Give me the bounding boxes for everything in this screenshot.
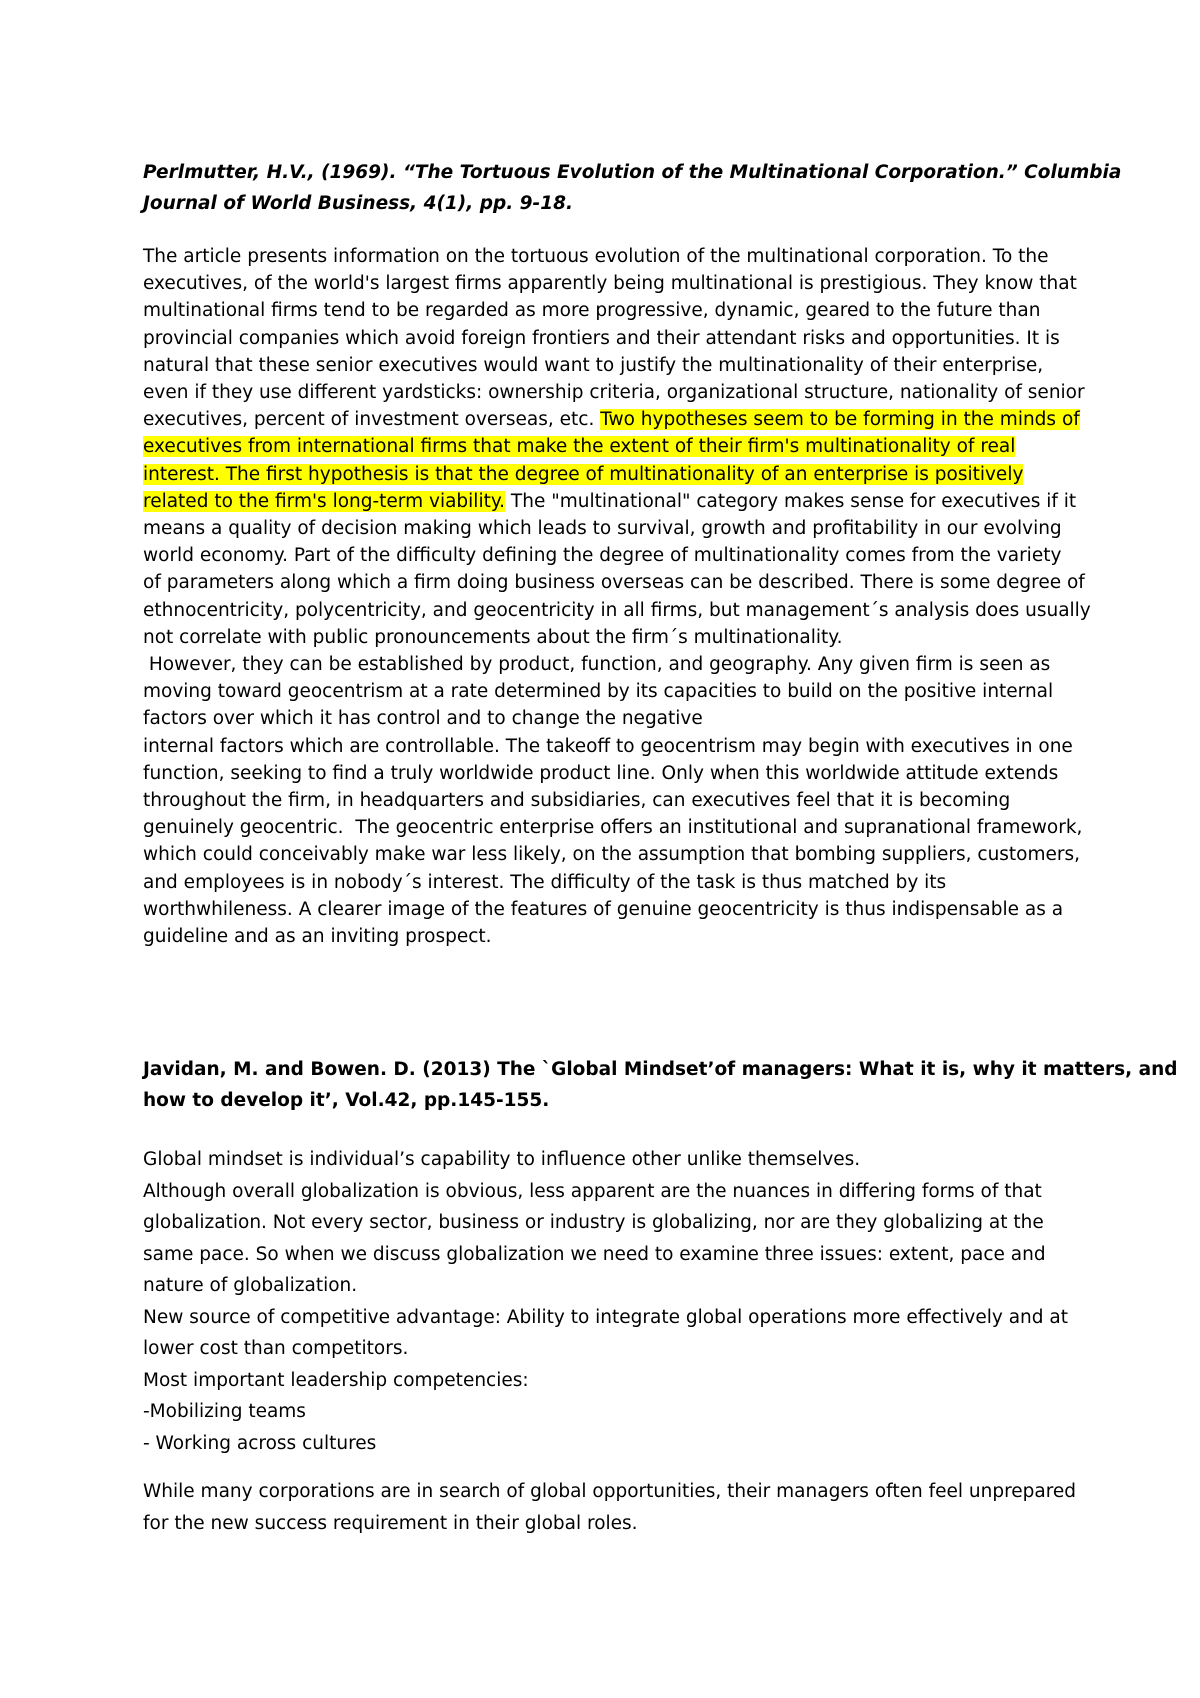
summary-line: [143, 515, 1063, 542]
summary-text: internal factors which are controllable. The takeoff to geocentrism may begin with executives in one: [143, 735, 1073, 757]
summary-text: world economy. Part of the difficulty defining the degree of multinationality comes from the variety: [143, 545, 1062, 567]
closing-line: While many corporations are in search of global opportunities, their managers often feel unprepared: [143, 1481, 1077, 1502]
summary-text: ethnocentricity, polycentricity, and geocentricity in all firms, but management´s analysis does usually: [143, 599, 1091, 621]
note-line: New source of competitive advantage: Ability to integrate global operations more effectively and at: [143, 1306, 1068, 1328]
note-line: nature of globalization.: [143, 1275, 358, 1296]
summary-text: multinational firms tend to be regarded as more progressive, dynamic, geared to the future than: [143, 300, 1041, 322]
summary-line: [143, 787, 1063, 814]
summary-text: throughout the firm, in headquarters and subsidiaries, can executives feel that it is becoming: [143, 790, 1011, 812]
closing-paragraph: [143, 1476, 1077, 1539]
summary-text: means a quality of decision making which leads to survival, growth and profitability in our evolving: [143, 518, 1062, 540]
summary-text: worthwhileness. A clearer image of the features of genuine geocentricity is thus indispensable as a: [143, 898, 1064, 920]
summary-line: [143, 896, 1063, 923]
summary-text: even if they use different yardsticks: ownership criteria, organizational structure, nationality of senior: [143, 382, 1085, 404]
notes-javidan-bowen: [143, 1144, 1068, 1459]
summary-line: [143, 270, 1077, 297]
reference-line: Journal of World Business, 4(1), pp. 9-18.: [143, 193, 574, 214]
summary-line: [143, 733, 1073, 760]
summary-line: [143, 869, 1063, 896]
summary-text: guideline and as an inviting prospect.: [143, 926, 492, 948]
summary-line: [143, 488, 1077, 515]
summary-line: [143, 569, 1085, 596]
highlighted-text: executives from international firms that make the extent of their firm's multinationality of real: [143, 436, 1016, 458]
summary-text: executives, percent of investment overseas, etc.: [143, 409, 601, 431]
summary-text: and employees is in nobody´s interest. The difficulty of the task is thus matched by its: [143, 871, 947, 893]
summary-line: [143, 814, 1083, 841]
summary-line: [143, 678, 1063, 705]
summary-text: moving toward geocentrism at a rate determined by its capacities to build on the positive internal: [143, 681, 1054, 703]
reference-perlmutter: [143, 157, 1122, 219]
reference-line: Perlmutter, H.V., (1969). “The Tortuous Evolution of the Multinational Corporation.” Columbia: [143, 162, 1122, 183]
summary-line: [143, 379, 1085, 406]
note-line: - Working across cultures: [143, 1432, 377, 1454]
note-line: same pace. So when we discuss globalization we need to examine three issues: extent, pace and: [143, 1243, 1046, 1265]
summary-text: factors over which it has control and to change the negative: [143, 708, 703, 730]
reference-line: Javidan, M. and Bowen. D. (2013) The `Global Mindset’of managers: What it is, why it matters, and: [143, 1059, 1178, 1080]
summary-text: The "multinational" category makes sense for executives if it: [505, 490, 1077, 512]
summary-perlmutter: [143, 243, 1091, 950]
summary-line: [143, 923, 1063, 950]
note-line: lower cost than competitors.: [143, 1338, 409, 1359]
summary-line: [143, 651, 1063, 678]
summary-text: However, they can be established by product, function, and geography. Any given firm is seen as: [143, 654, 1051, 676]
note-line: Although overall globalization is obvious, less apparent are the nuances in differing forms of that: [143, 1180, 1042, 1202]
summary-line: [143, 433, 1063, 460]
summary-line: [143, 542, 1063, 569]
summary-text: executives, of the world's largest firms apparently being multinational is prestigious. They know that: [143, 273, 1077, 295]
summary-text: function, seeking to find a truly worldwide product line. Only when this worldwide attitude extends: [143, 762, 1059, 784]
summary-line: [143, 841, 1081, 868]
summary-line: [143, 760, 1063, 787]
summary-line: [143, 352, 1063, 379]
summary-text: natural that these senior executives would want to justify the multinationality of their enterprise,: [143, 354, 1044, 376]
highlighted-text: interest. The first hypothesis is that the degree of multinationality of an enterprise is positively: [143, 463, 1024, 485]
reference-javidan-bowen: [143, 1054, 1178, 1116]
summary-line: [143, 325, 1063, 352]
summary-line: [143, 461, 1063, 488]
note-line: Most important leadership competencies:: [143, 1369, 529, 1391]
summary-line: [143, 297, 1063, 324]
note-line: globalization. Not every sector, business or industry is globalizing, nor are they globalizing at the: [143, 1212, 1044, 1233]
highlighted-text: Two hypotheses seem to be forming in the minds of: [600, 409, 1080, 431]
summary-text: The article presents information on the tortuous evolution of the multinational corporation. To the: [143, 246, 1049, 267]
highlighted-text: related to the firm's long-term viability.: [143, 490, 506, 512]
summary-text: genuinely geocentric. The geocentric enterprise offers an institutional and supranational framework,: [143, 817, 1083, 839]
reference-line: how to develop it’, Vol.42, pp.145-155.: [143, 1090, 550, 1111]
summary-line: [143, 406, 1080, 433]
summary-line: [143, 243, 1063, 270]
summary-line: [143, 624, 1063, 651]
closing-line: for the new success requirement in their global roles.: [143, 1512, 638, 1534]
summary-text: of parameters along which a firm doing business overseas can be described. There is some degree of: [143, 572, 1085, 594]
summary-line: [143, 705, 1063, 732]
summary-text: which could conceivably make war less likely, on the assumption that bombing suppliers, customers,: [143, 844, 1081, 866]
summary-line: [143, 597, 1091, 624]
note-line: -Mobilizing teams: [143, 1401, 306, 1422]
note-line: Global mindset is individual’s capability to influence other unlike themselves.: [143, 1149, 861, 1170]
summary-text: not correlate with public pronouncements about the firm´s multinationality.: [143, 626, 843, 648]
summary-text: provincial companies which avoid foreign frontiers and their attendant risks and opportunities. It is: [143, 327, 1060, 349]
